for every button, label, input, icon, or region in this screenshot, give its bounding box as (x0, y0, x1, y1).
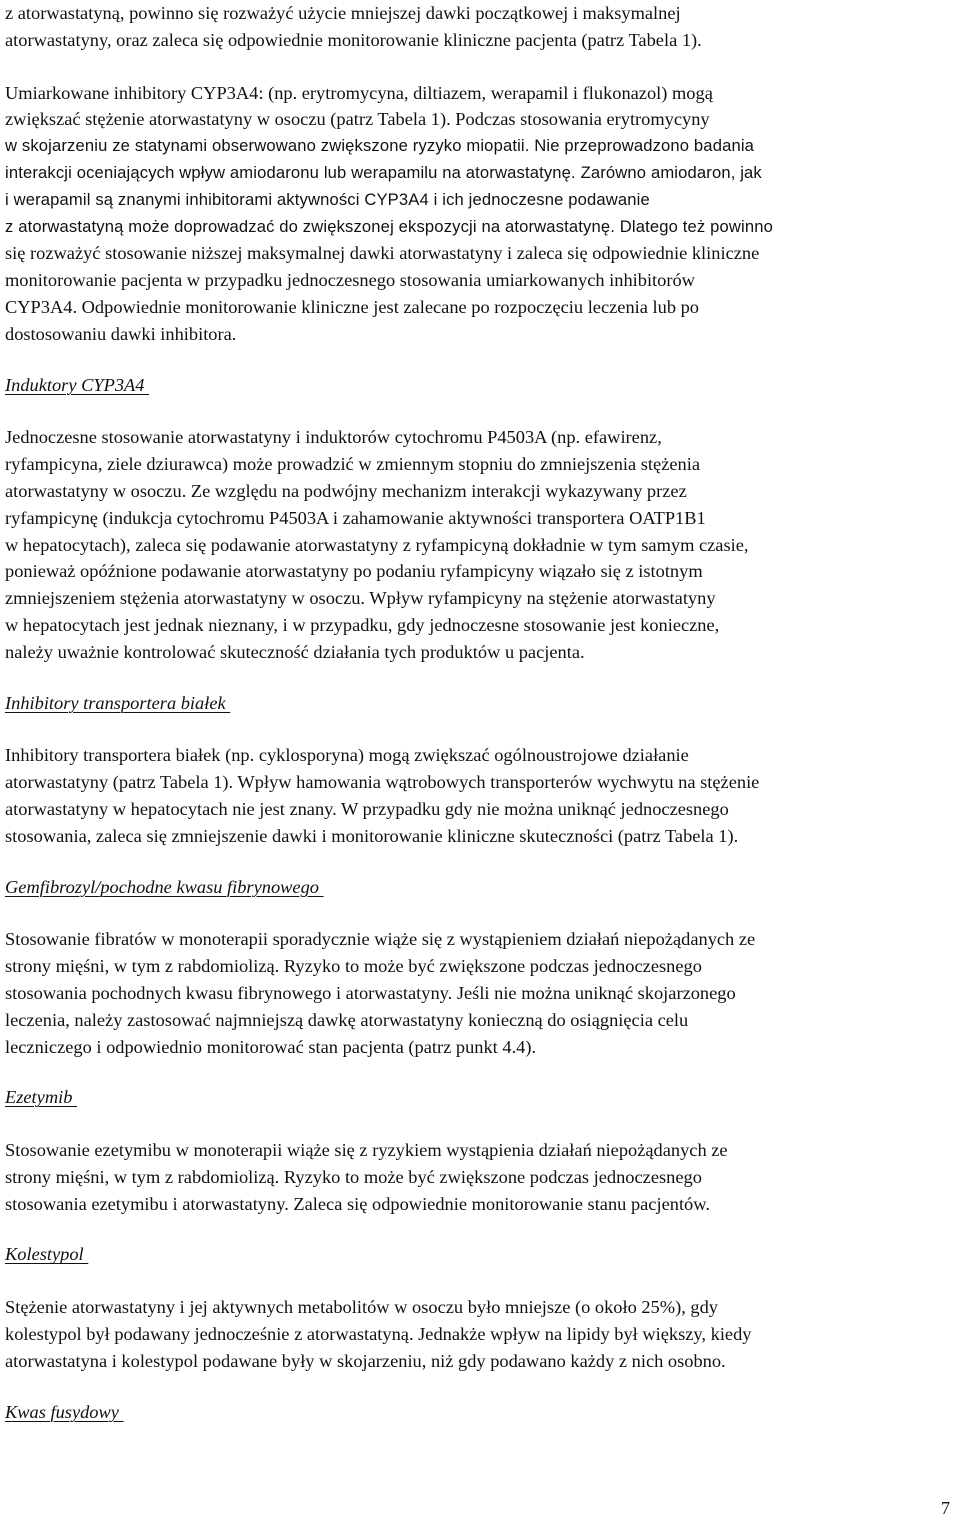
text-line: w hepatocytach jest jednak nieznany, i w przypadku, gdy jednoczesne stosowanie jest konieczne, (5, 614, 720, 635)
section-heading: Ezetymib (5, 1087, 78, 1108)
section-heading: Gemfibrozyl/pochodne kwasu fibrynowego (5, 876, 324, 897)
text-line: Stężenie atorwastatyny i jej aktywnych metabolitów w osoczu było mniejsze (o około 25%), gdy (5, 1297, 718, 1318)
text-line: ponieważ opóźnione podawanie atorwastatyny po podaniu ryfampicyny wiązało się z istotnym (5, 561, 703, 582)
text-line: strony mięśni, w tym z rabdomiolizą. Ryzyko to może być zwiększone podczas jednoczesnego (5, 1166, 702, 1187)
paragraph-ezetimibe (5, 1137, 957, 1217)
text-line: stosowania ezetymibu i atorwastatyny. Zaleca się odpowiednie monitorowanie stanu pacjentów. (5, 1193, 710, 1214)
text-line: monitorowanie pacjenta w przypadku jednoczesnego stosowania umiarkowanych inhibitorów (5, 270, 695, 291)
page-number: 7 (941, 1498, 950, 1518)
text-line: ryfampicynę (indukcja cytochromu P4503A i zahamowanie aktywności transportera OATP1B1 (5, 507, 706, 528)
section-heading: Inhibitory transportera białek (5, 692, 231, 713)
paragraph-cyp3a4-inducers (5, 424, 957, 665)
section-heading-gemfibrozil (5, 874, 957, 901)
paragraph-colestipol (5, 1294, 957, 1374)
section-heading-ezetimibe (5, 1084, 957, 1111)
text-line: dostosowaniu dawki inhibitora. (5, 323, 237, 344)
text-line: atorwastatyny w hepatocytach nie jest znany. W przypadku gdy nie można uniknąć jednoczesnego (5, 798, 729, 819)
text-line: Umiarkowane inhibitory CYP3A4: (np. erytromycyna, diltiazem, werapamil i flukonazol) mogą (5, 82, 713, 103)
text-line: Jednoczesne stosowanie atorwastatyny i induktorów cytochromu P4503A (np. efawirenz, (5, 427, 662, 448)
text-line: atorwastatyny (patrz Tabela 1). Wpływ hamowania wątrobowych transporterów wychwytu na stężenie (5, 772, 760, 793)
text-line: atorwastatyna i kolestypol podawane były w skojarzeniu, niż gdy podawano każdy z nich osobno. (5, 1350, 726, 1371)
paragraph-moderate-cyp3a4-inhibitors (5, 80, 957, 348)
text-line: w skojarzeniu ze statynami obserwowano zwiększone ryzyko miopatii. Nie przeprowadzono badania (5, 136, 755, 156)
text-line: w hepatocytach), zaleca się podawanie atorwastatyny z ryfampicyną dokładnie w tym samym czasie, (5, 534, 749, 555)
paragraph-protein-transporter-inhibitors (5, 742, 957, 849)
section-heading: Kolestypol (5, 1244, 89, 1265)
text-line: zmniejszeniem stężenia atorwastatyny w osoczu. Wpływ ryfampicyny na stężenie atorwastatyny (5, 588, 716, 609)
text-line: atorwastatyny w osoczu. Ze względu na podwójny mechanizm interakcji wykazywany przez (5, 480, 687, 501)
text-line: kolestypol był podawany jednocześnie z atorwastatyną. Jednakże wpływ na lipidy był większy, kiedy (5, 1324, 752, 1345)
text-line: należy uważnie kontrolować skuteczność działania tych produktów u pacjenta. (5, 641, 585, 662)
text-line: zwiększać stężenie atorwastatyny w osoczu (patrz Tabela 1). Podczas stosowania erytromycyny (5, 109, 710, 130)
text-line: z atorwastatyną, powinno się rozważyć użycie mniejszej dawki początkowej i maksymalnej (5, 3, 681, 23)
text-line: CYP3A4. Odpowiednie monitorowanie kliniczne jest zalecane po rozpoczęciu leczenia lub po (5, 296, 700, 317)
text-line: Stosowanie ezetymibu w monoterapii wiąże się z ryzykiem wystąpienia działań niepożądanych ze (5, 1140, 728, 1161)
section-heading-cyp3a4-inducers (5, 372, 957, 399)
text-line: się rozważyć stosowanie niższej maksymalnej dawki atorwastatyny i zaleca się odpowiednie kliniczne (5, 243, 760, 264)
text-line: interakcji oceniających wpływ amiodaronu lub werapamilu na atorwastatynę. Zarówno amiodaron, jak (5, 162, 762, 182)
section-heading-fusidic-acid (5, 1399, 957, 1426)
text-line: atorwastatyny, oraz zaleca się odpowiednie monitorowanie kliniczne pacjenta (patrz Tabela 1). (5, 29, 702, 50)
section-heading: Kwas fusydowy (5, 1401, 124, 1422)
text-line: stosowania pochodnych kwasu fibrynowego i atorwastatyny. Jeśli nie można uniknąć skojarzonego (5, 982, 736, 1003)
text-line: Stosowanie fibratów w monoterapii sporadycznie wiąże się z wystąpieniem działań niepożądanych ze (5, 929, 756, 950)
document-page (5, 0, 957, 1425)
text-line: strony mięśni, w tym z rabdomiolizą. Ryzyko to może być zwiększone podczas jednoczesnego (5, 956, 702, 977)
section-heading-colestipol (5, 1241, 957, 1268)
text-line: z atorwastatyną może doprowadzać do zwiększonej ekspozycji na atorwastatynę. Dlatego też powinno (5, 216, 773, 236)
text-line: leczenia, należy zastosować najmniejszą dawkę atorwastatyny konieczną do osiągnięcia celu (5, 1009, 689, 1030)
section-heading: Induktory CYP3A4 (5, 374, 150, 395)
text-line: ryfampicyna, ziele dziurawca) może prowadzić w zmiennym stopniu do zmniejszenia stężenia (5, 454, 700, 475)
text-line: Inhibitory transportera białek (np. cyklosporyna) mogą zwiększać ogólnoustrojowe działanie (5, 745, 689, 766)
paragraph-continuation (5, 0, 957, 54)
text-line: stosowania, zaleca się zmniejszenie dawki i monitorowanie kliniczne skuteczności (patrz Tabela 1). (5, 825, 739, 846)
section-heading-protein-transporter-inhibitors (5, 690, 957, 717)
paragraph-gemfibrozil (5, 926, 957, 1060)
text-line: i werapamil są znanymi inhibitorami aktywności CYP3A4 i ich jednoczesne podawanie (5, 189, 650, 209)
text-line: leczniczego i odpowiednio monitorować stan pacjenta (patrz punkt 4.4). (5, 1036, 537, 1057)
